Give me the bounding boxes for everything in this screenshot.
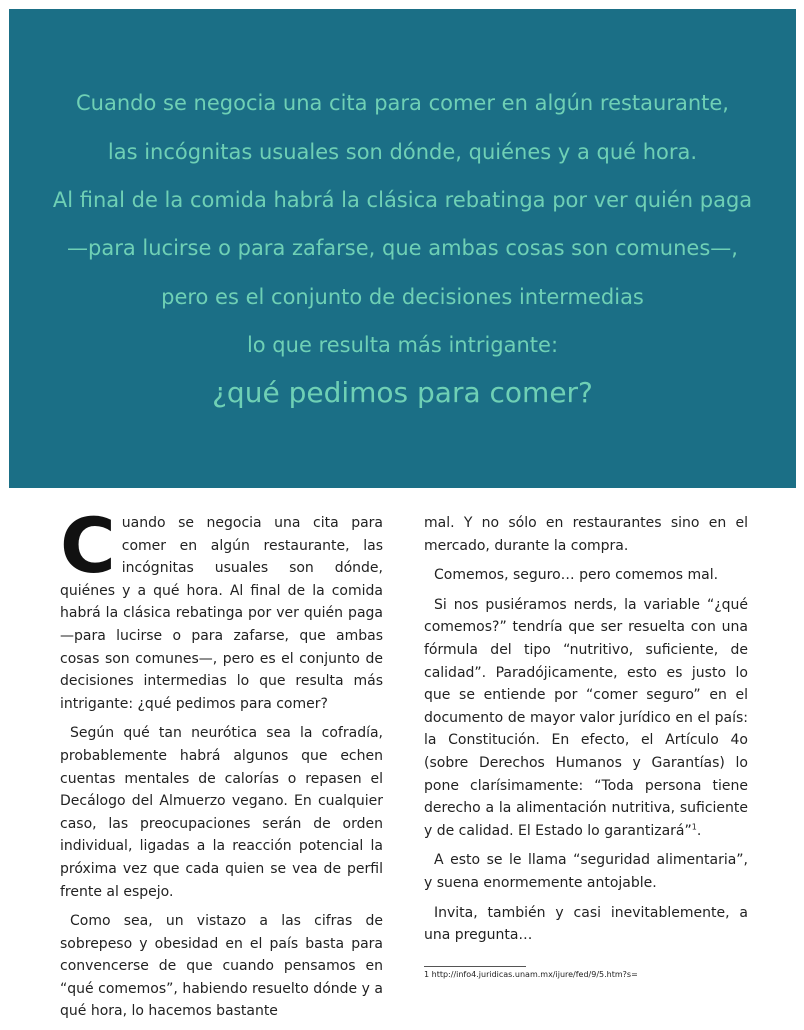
drop-cap: C [60,501,116,590]
pull-quote-line-4: —para lucirse o para zafarse, que ambas cosas son comunes—, [67,236,738,260]
pull-quote-line-1: Cuando se negocia una cita para comer en algún restaurante, [76,91,729,115]
article-column-left [60,501,383,1030]
footnote-divider [424,966,526,967]
pull-quote-line-2: las incógnitas usuales son dónde, quiénes y a qué hora. [107,140,698,164]
paragraph-text: Si nos pusiéramos nerds, la variable “¿qué comemos?” tendría que ser resuelta con una fórmula del tipo “nutritivo, suficiente, de calidad”. Paradójicamente, esto es justo lo que se entiende por “comer seguro” en el documento de mayor valor jurídico en el país: la Constitución. En efecto, el Artículo 4o (sobre Derechos Humanos y Garantías) lo pone clarísimamente: “Toda persona tiene derecho a la alimentación nutritiva, suficiente y de calidad. El Estado lo garantizará” [424,596,748,839]
paragraph-text: uando se negocia una cita para comer en algún restaurante, las incógnitas usuales son dónde, quiénes y a qué hora. Al final de la comida habrá la clásica rebatinga por ver quién paga —para lucirse o para zafarse, que ambas cosas son comunes—, pero es el conjunto de decisiones intermedias lo que resulta más intrigante: ¿qué pedimos para comer? [60,515,383,712]
article-paragraph: Como sea, un vistazo a las cifras de sobrepeso y obesidad en el país basta para convencerse de que cuando pensamos en “qué comemos”, habiendo resuelto dónde y a qué hora, lo hacemos bastante [60,913,383,1020]
article-paragraph: Invita, también y casi inevitablemente, a una pregunta… [424,904,748,944]
pull-quote-line-5: pero es el conjunto de decisiones intermedias [161,285,644,309]
article-column-right [424,512,748,954]
pull-quote-banner [9,9,796,488]
pull-quote-line-6: lo que resulta más intrigante: [246,333,559,357]
article-paragraph [60,501,383,715]
article-paragraph: A esto se le llama “seguridad alimentaria”, y suena enormemente antojable. [424,852,748,891]
article-paragraph: Según qué tan neurótica sea la cofradía, probablemente habrá algunos que echen cuentas mentales de calorías o repasen el Decálogo del Almuerzo vegano. En cualquier caso, las preocupaciones serán de orden individual, ligadas a la reacción potencial la próxima vez que cada quien se vea de perfil frente al espejo. [60,725,383,900]
footnote: 1 http://info4.juridicas.unam.mx/ijure/fed/9/5.htm?s= [424,970,638,979]
article-paragraph: mal. Y no sólo en restaurantes sino en el mercado, durante la compra. [424,515,748,554]
article-paragraph [424,594,748,843]
paragraph-end: . [696,822,702,839]
footnote-reference[interactable]: 1 [691,822,697,832]
pull-quote-line-3: Al final de la comida habrá la clásica rebatinga por ver quién paga [52,188,753,212]
article-paragraph: Comemos, seguro… pero comemos mal. [434,567,719,584]
pull-quote-question: ¿qué pedimos para comer? [212,376,593,409]
